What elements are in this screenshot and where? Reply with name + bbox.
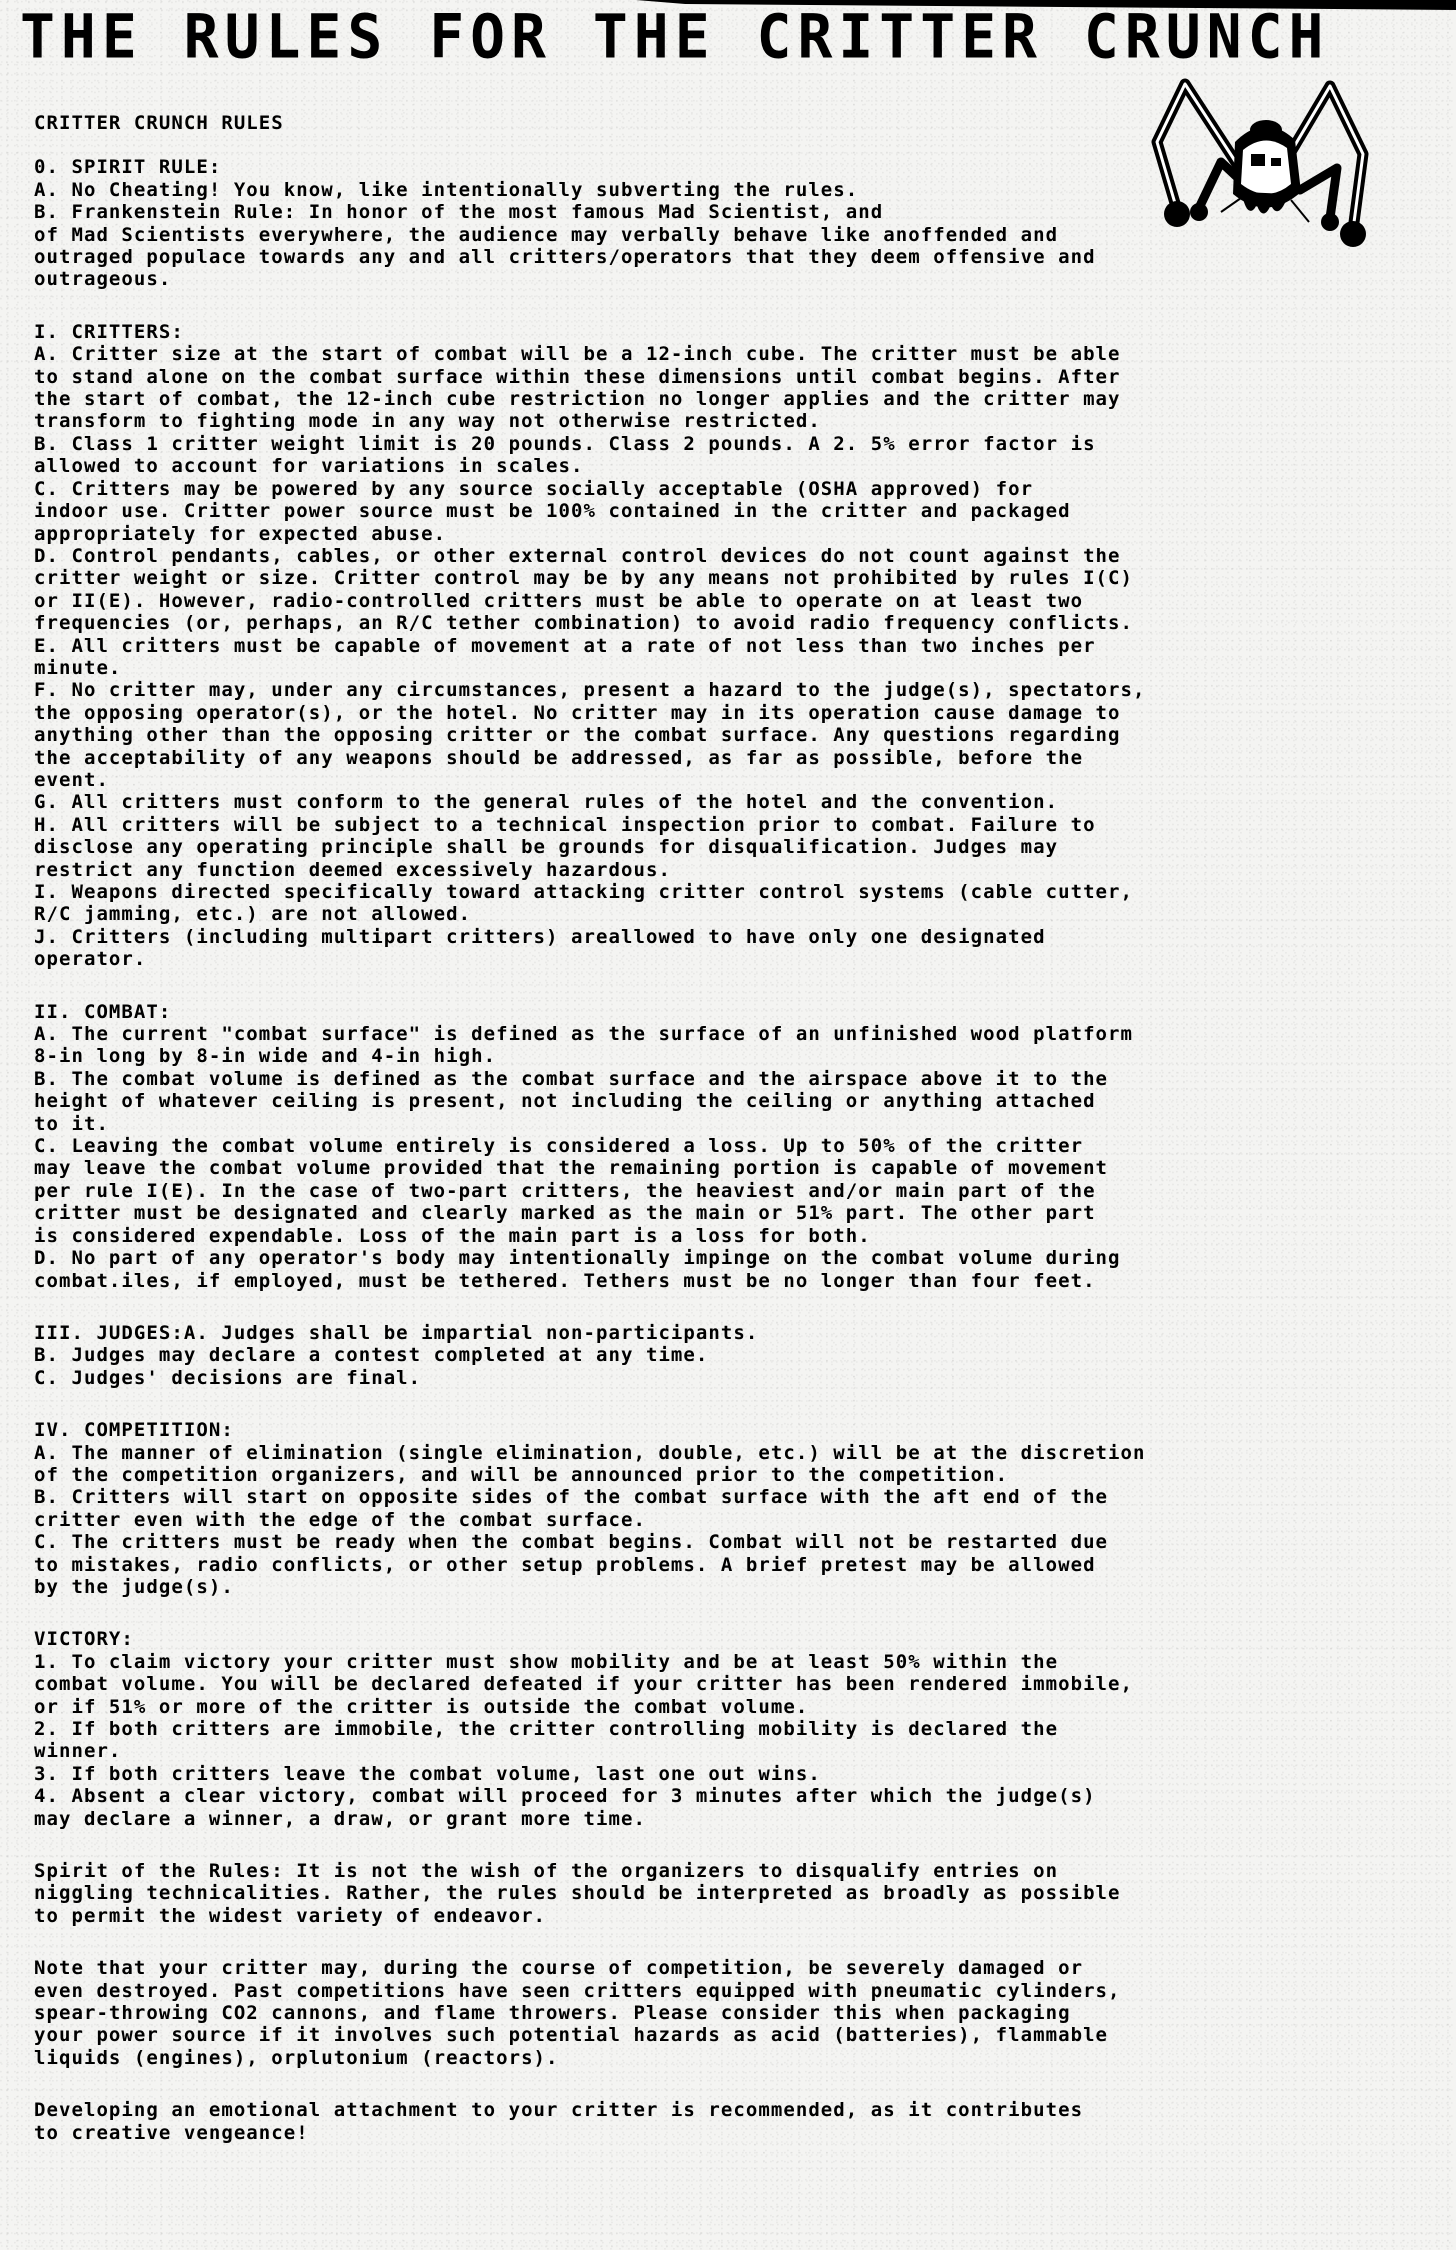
rule-line: event. xyxy=(34,768,109,791)
rule-line: combat volume. You will be declared defeated if your critter has been rendered immobile, xyxy=(34,1673,1134,1696)
paragraph-line: to permit the widest variety of endeavor. xyxy=(34,1904,547,1927)
section-judges xyxy=(34,1322,1434,1389)
rule-line: B. The combat volume is defined as the combat surface and the airspace above it to the xyxy=(34,1067,1109,1090)
rule-line: the start of combat, the 12-inch cube restriction no longer applies and the critter may xyxy=(34,388,1121,411)
rule-line: D. Control pendants, cables, or other external control devices do not count against the xyxy=(34,544,1121,567)
rule-line: 8-in long by 8-in wide and 4-in high. xyxy=(34,1045,497,1068)
rule-line: indoor use. Critter power source must be 100% contained in the critter and packaged xyxy=(34,500,1071,523)
rule-line: B. Judges may declare a contest completed at any time. xyxy=(34,1344,709,1367)
rule-line: anything other than the opposing critter or the combat surface. Any questions regarding xyxy=(34,724,1121,747)
damage-note-paragraph xyxy=(34,1957,1434,2069)
paragraph-line: Note that your critter may, during the course of competition, be severely damaged or xyxy=(34,1957,1084,1980)
rule-line: restrict any function deemed excessively hazardous. xyxy=(34,858,671,881)
rule-line: to stand alone on the combat surface within these dimensions until combat begins. After xyxy=(34,365,1121,388)
section-combat xyxy=(34,1001,1434,1292)
rule-line: 4. Absent a clear victory, combat will proceed for 3 minutes after which the judge(s) xyxy=(34,1785,1096,1808)
rule-line: by the judge(s). xyxy=(34,1575,234,1598)
section-title: II. COMBAT: xyxy=(34,1000,172,1023)
rule-line: transform to fighting mode in any way not otherwise restricted. xyxy=(34,410,821,433)
rule-line: A. The current "combat surface" is defined as the surface of an unfinished wood platform xyxy=(34,1023,1134,1046)
paragraph-line: even destroyed. Past competitions have seen critters equipped with pneumatic cylinders, xyxy=(34,1979,1121,2002)
section-spirit-rule xyxy=(34,156,1434,290)
rule-line: frequencies (or, perhaps, an R/C tether combination) to avoid radio frequency conflicts. xyxy=(34,612,1134,635)
rule-line: is considered expendable. Loss of the main part is a loss for both. xyxy=(34,1224,871,1247)
rule-line: may declare a winner, a draw, or grant more time. xyxy=(34,1807,646,1830)
section-title: VICTORY: xyxy=(34,1628,134,1651)
paragraph-line: your power source if it involves such potential hazards as acid (batteries), flammable xyxy=(34,2024,1109,2047)
rule-line: C. The critters must be ready when the combat begins. Combat will not be restarted due xyxy=(34,1531,1109,1554)
section-title: 0. SPIRIT RULE: xyxy=(34,156,222,179)
rule-line: winner. xyxy=(34,1740,122,1763)
document-heading: CRITTER CRUNCH RULES xyxy=(34,112,284,134)
rule-line: may leave the combat volume provided that the remaining portion is capable of movement xyxy=(34,1157,1109,1180)
rule-line: C. Judges' decisions are final. xyxy=(34,1366,422,1389)
rule-line: height of whatever ceiling is present, not including the ceiling or anything attached xyxy=(34,1090,1096,1113)
spirit-of-the-rules-paragraph xyxy=(34,1860,1434,1927)
rule-line: critter even with the edge of the combat surface. xyxy=(34,1508,646,1531)
paragraph-line: Spirit of the Rules: It is not the wish of the organizers to disqualify entries on xyxy=(34,1860,1059,1883)
rule-line: C. Critters may be powered by any source socially acceptable (OSHA approved) for xyxy=(34,477,1034,500)
rule-line: combat.iles, if employed, must be tethered. Tethers must be no longer than four feet. xyxy=(34,1269,1096,1292)
rule-line: A. The manner of elimination (single elimination, double, etc.) will be at the discretion xyxy=(34,1441,1146,1464)
paragraph-line: niggling technicalities. Rather, the rules should be interpreted as broadly as possible xyxy=(34,1882,1121,1905)
rule-line: per rule I(E). In the case of two-part critters, the heaviest and/or main part of the xyxy=(34,1179,1096,1202)
rule-line: B. Critters will start on opposite sides of the combat surface with the aft end of the xyxy=(34,1486,1109,1509)
rule-line: or if 51% or more of the critter is outside the combat volume. xyxy=(34,1695,809,1718)
section-title: I. CRITTERS: xyxy=(34,320,184,343)
rule-line: J. Critters (including multipart critters) areallowed to have only one designated xyxy=(34,925,1046,948)
rule-line: F. No critter may, under any circumstances, present a hazard to the judge(s), spectators, xyxy=(34,679,1146,702)
rule-line: minute. xyxy=(34,656,122,679)
paragraph-line: Developing an emotional attachment to your critter is recommended, as it contributes xyxy=(34,2099,1084,2122)
rule-line: G. All critters must conform to the general rules of the hotel and the convention. xyxy=(34,791,1059,814)
section-critters xyxy=(34,321,1434,971)
page-title: THE RULES FOR THE CRITTER CRUNCH xyxy=(20,0,1330,73)
rule-line: C. Leaving the combat volume entirely is considered a loss. Up to 50% of the critter xyxy=(34,1135,1084,1158)
rule-line: A. Critter size at the start of combat will be a 12-inch cube. The critter must be able xyxy=(34,343,1121,366)
rule-line: appropriately for expected abuse. xyxy=(34,522,447,545)
rule-line: A. No Cheating! You know, like intentionally subverting the rules. xyxy=(34,178,859,201)
rule-line: critter must be designated and clearly marked as the main or 51% part. The other part xyxy=(34,1202,1096,1225)
rule-line: R/C jamming, etc.) are not allowed. xyxy=(34,903,472,926)
rule-line: 3. If both critters leave the combat volume, last one out wins. xyxy=(34,1762,821,1785)
section-title: IV. COMPETITION: xyxy=(34,1419,234,1442)
rule-line: H. All critters will be subject to a technical inspection prior to combat. Failure to xyxy=(34,813,1096,836)
rule-line: E. All critters must be capable of movement at a rate of not less than two inches per xyxy=(34,634,1096,657)
rule-line: B. Frankenstein Rule: In honor of the most famous Mad Scientist, and xyxy=(34,201,884,224)
rule-line: outrageous. xyxy=(34,268,172,291)
paragraph-line: spear-throwing CO2 cannons, and flame throwers. Please consider this when packaging xyxy=(34,2002,1071,2025)
rule-line: allowed to account for variations in scales. xyxy=(34,455,584,478)
rule-line: critter weight or size. Critter control may be by any means not prohibited by rules I(C) xyxy=(34,567,1134,590)
emotional-attachment-paragraph xyxy=(34,2099,1434,2144)
rule-line: B. Class 1 critter weight limit is 20 pounds. Class 2 pounds. A 2. 5% error factor is xyxy=(34,432,1096,455)
rule-line: to mistakes, radio conflicts, or other setup problems. A brief pretest may be allowed xyxy=(34,1553,1096,1576)
rule-line: I. Weapons directed specifically toward attacking critter control systems (cable cutter, xyxy=(34,881,1134,903)
section-victory xyxy=(34,1628,1434,1830)
rule-line: D. No part of any operator's body may intentionally impinge on the combat volume during xyxy=(34,1247,1121,1270)
rule-line: of Mad Scientists everywhere, the audience may verbally behave like anoffended and xyxy=(34,223,1059,246)
paragraph-line: liquids (engines), orplutonium (reactors). xyxy=(34,2046,559,2069)
rule-line: disclose any operating principle shall be grounds for disqualification. Judges may xyxy=(34,836,1059,859)
rule-line: outraged populace towards any and all critters/operators that they deem offensive and xyxy=(34,246,1096,269)
section-title: III. JUDGES:A. Judges shall be impartial non-participants. xyxy=(34,1321,759,1344)
section-competition xyxy=(34,1419,1434,1598)
rule-line: of the competition organizers, and will be announced prior to the competition. xyxy=(34,1463,1009,1486)
rule-line: to it. xyxy=(34,1112,109,1135)
rule-line: the opposing operator(s), or the hotel. No critter may in its operation cause damage to xyxy=(34,701,1121,724)
rule-line: the acceptability of any weapons should be addressed, as far as possible, before the xyxy=(34,746,1084,769)
rule-line: 1. To claim victory your critter must show mobility and be at least 50% within the xyxy=(34,1650,1059,1673)
rule-line: or II(E). However, radio-controlled critters must be able to operate on at least two xyxy=(34,589,1084,612)
rules-document xyxy=(34,112,1434,2174)
rule-line: operator. xyxy=(34,948,147,971)
paragraph-line: to creative vengeance! xyxy=(34,2121,309,2144)
rule-line: 2. If both critters are immobile, the critter controlling mobility is declared the xyxy=(34,1718,1059,1740)
